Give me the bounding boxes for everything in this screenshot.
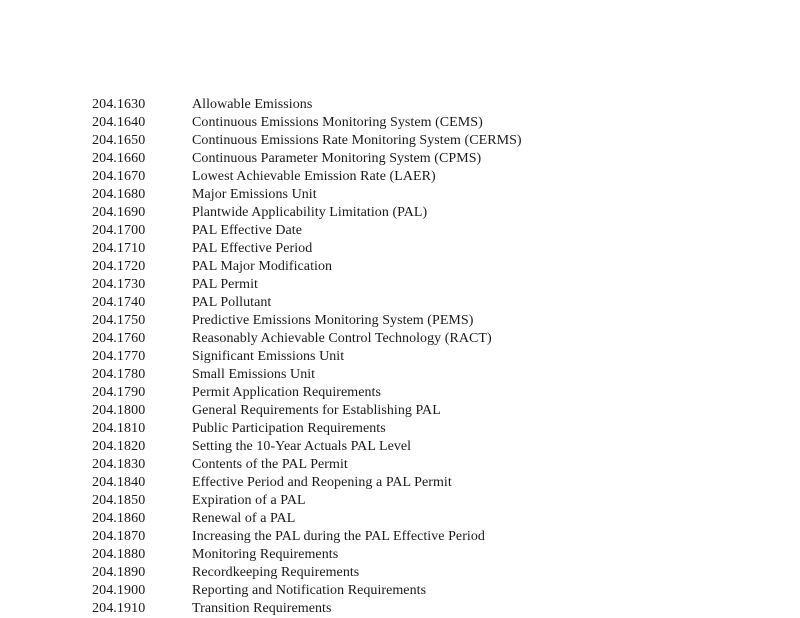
- section-row: [92, 492, 652, 510]
- section-title: Monitoring Requirements: [192, 547, 339, 562]
- section-row: [92, 348, 652, 366]
- section-number: 204.1850: [92, 493, 146, 508]
- section-title: Setting the 10-Year Actuals PAL Level: [192, 439, 412, 454]
- section-title: Contents of the PAL Permit: [192, 457, 348, 472]
- section-row: [92, 510, 652, 528]
- section-title: Public Participation Requirements: [192, 421, 386, 436]
- section-title: Expiration of a PAL: [192, 493, 306, 508]
- section-title: General Requirements for Establishing PAL: [192, 403, 441, 418]
- section-row: [92, 204, 652, 222]
- section-title: PAL Permit: [192, 277, 258, 292]
- section-row: [92, 330, 652, 348]
- section-number: 204.1880: [92, 547, 146, 562]
- section-number: 204.1630: [92, 97, 146, 112]
- section-number: 204.1830: [92, 457, 146, 472]
- section-row: [92, 366, 652, 384]
- section-number: 204.1810: [92, 421, 146, 436]
- section-row: [92, 276, 652, 294]
- section-title: Continuous Emissions Rate Monitoring System (CERMS): [192, 133, 522, 148]
- section-number: 204.1910: [92, 601, 146, 616]
- section-row: [92, 168, 652, 186]
- section-title: Transition Requirements: [192, 601, 332, 616]
- section-number: 204.1670: [92, 169, 146, 184]
- section-title: Effective Period and Reopening a PAL Permit: [192, 475, 452, 490]
- section-row: [92, 456, 652, 474]
- section-number: 204.1690: [92, 205, 146, 220]
- section-row: [92, 438, 652, 456]
- section-number: 204.1780: [92, 367, 146, 382]
- section-title: PAL Major Modification: [192, 259, 333, 274]
- section-number: 204.1890: [92, 565, 146, 580]
- section-title: Increasing the PAL during the PAL Effective Period: [192, 529, 485, 544]
- section-row: [92, 420, 652, 438]
- section-number: 204.1900: [92, 583, 146, 598]
- section-title: Predictive Emissions Monitoring System (PEMS): [192, 313, 474, 328]
- section-number: 204.1730: [92, 277, 146, 292]
- section-number: 204.1740: [92, 295, 146, 310]
- section-number: 204.1680: [92, 187, 146, 202]
- section-row: [92, 258, 652, 276]
- section-number: 204.1820: [92, 439, 146, 454]
- section-row: [92, 528, 652, 546]
- section-row: [92, 114, 652, 132]
- section-row: [92, 474, 652, 492]
- section-row: [92, 240, 652, 258]
- section-number: 204.1720: [92, 259, 146, 274]
- section-title: Permit Application Requirements: [192, 385, 381, 400]
- section-title: Recordkeeping Requirements: [192, 565, 360, 580]
- section-title: Allowable Emissions: [192, 97, 313, 112]
- section-number: 204.1770: [92, 349, 146, 364]
- section-title: Significant Emissions Unit: [192, 349, 345, 364]
- section-row: [92, 600, 652, 618]
- section-title: Lowest Achievable Emission Rate (LAER): [192, 169, 436, 184]
- section-number: 204.1750: [92, 313, 146, 328]
- section-row: [92, 312, 652, 330]
- section-row: [92, 384, 652, 402]
- section-number: 204.1840: [92, 475, 146, 490]
- section-title: Plantwide Applicability Limitation (PAL): [192, 205, 428, 220]
- section-row: [92, 132, 652, 150]
- section-number: 204.1760: [92, 331, 146, 346]
- section-title: Continuous Parameter Monitoring System (CPMS): [192, 151, 482, 166]
- section-title: PAL Effective Period: [192, 241, 313, 256]
- section-row: [92, 96, 652, 114]
- section-number: 204.1800: [92, 403, 146, 418]
- section-number: 204.1790: [92, 385, 146, 400]
- section-number: 204.1640: [92, 115, 146, 130]
- section-number: 204.1650: [92, 133, 146, 148]
- section-list: [92, 96, 652, 618]
- section-row: [92, 582, 652, 600]
- section-row: [92, 222, 652, 240]
- section-title: Reasonably Achievable Control Technology (RACT): [192, 331, 492, 346]
- section-row: [92, 294, 652, 312]
- section-number: 204.1700: [92, 223, 146, 238]
- section-title: Renewal of a PAL: [192, 511, 296, 526]
- section-title: PAL Effective Date: [192, 223, 303, 238]
- section-title: PAL Pollutant: [192, 295, 272, 310]
- section-row: [92, 186, 652, 204]
- section-title: Major Emissions Unit: [192, 187, 317, 202]
- section-row: [92, 564, 652, 582]
- section-title: Reporting and Notification Requirements: [192, 583, 427, 598]
- section-row: [92, 402, 652, 420]
- section-number: 204.1710: [92, 241, 146, 256]
- section-number: 204.1870: [92, 529, 146, 544]
- section-title: Small Emissions Unit: [192, 367, 316, 382]
- section-title: Continuous Emissions Monitoring System (CEMS): [192, 115, 483, 130]
- section-number: 204.1860: [92, 511, 146, 526]
- section-row: [92, 150, 652, 168]
- section-number: 204.1660: [92, 151, 146, 166]
- section-row: [92, 546, 652, 564]
